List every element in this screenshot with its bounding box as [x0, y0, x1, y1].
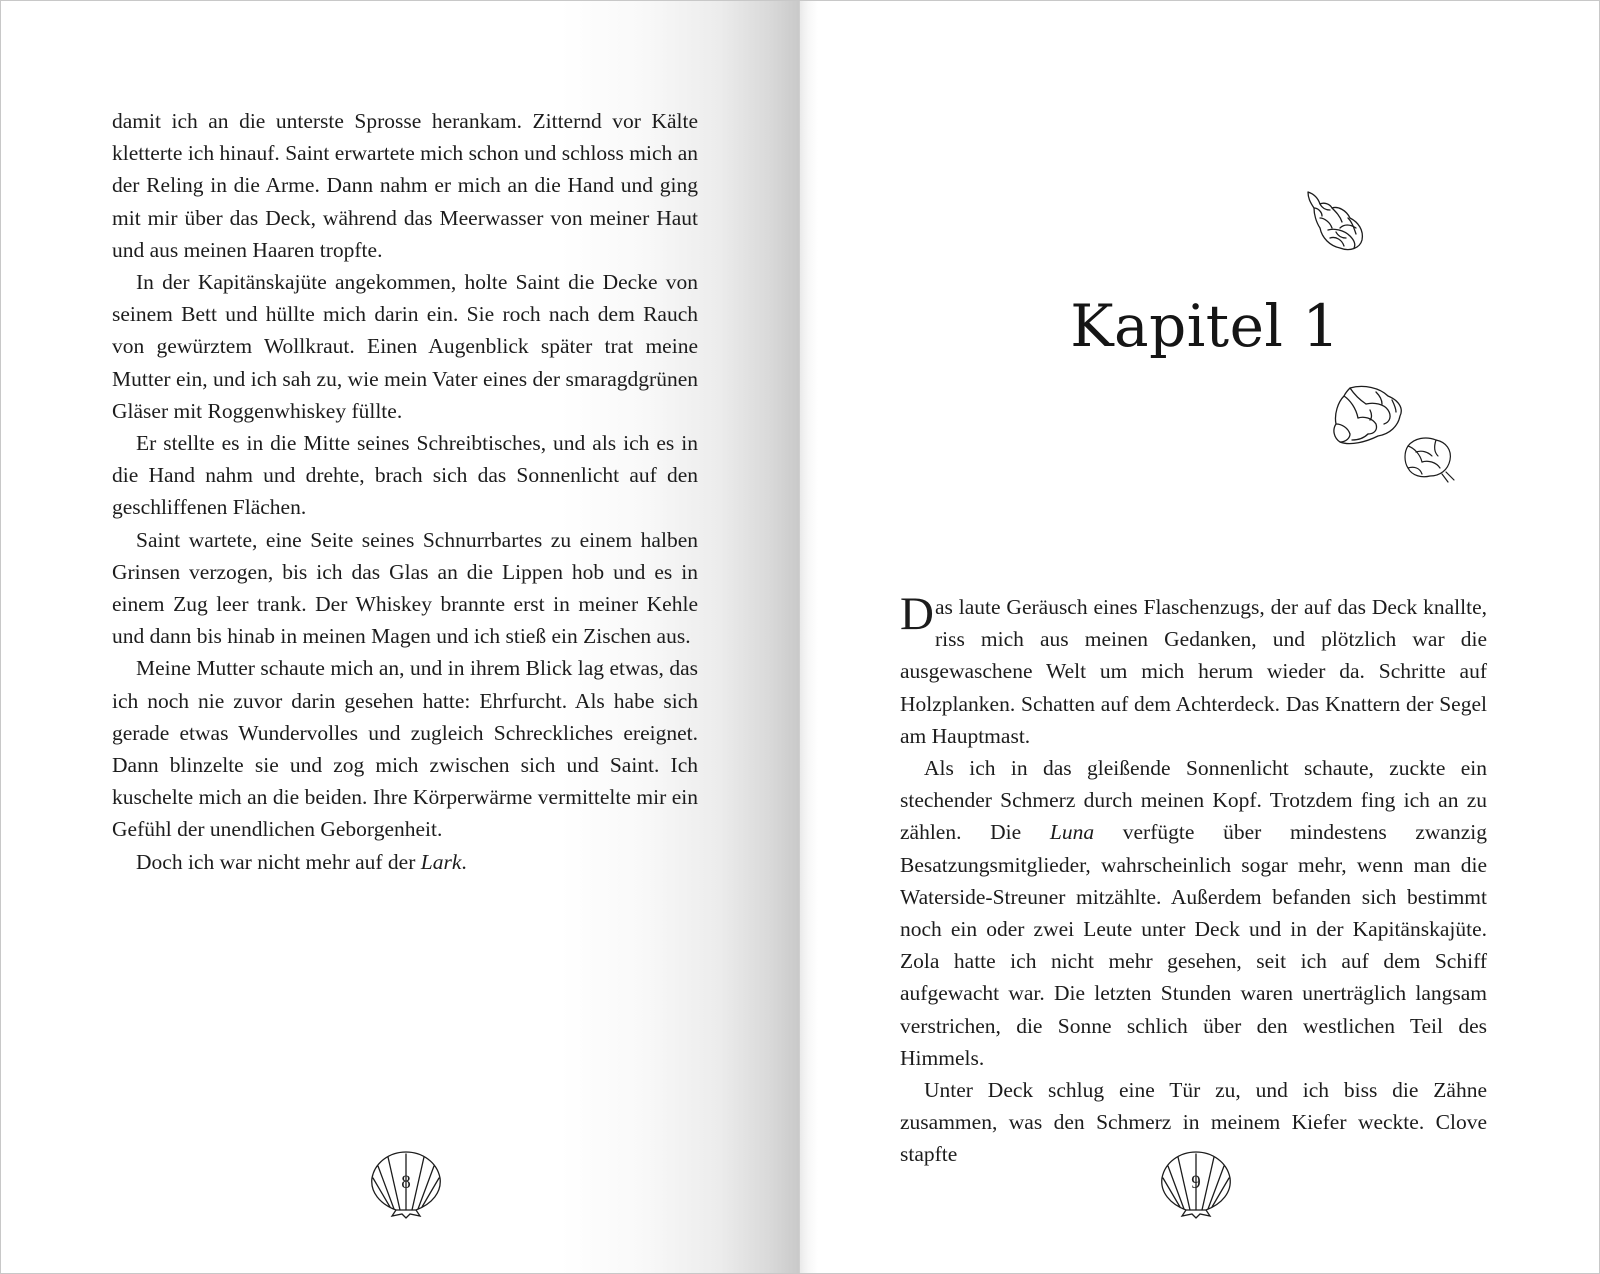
- right-paragraph-2-start: Als ich in das gleißende Sonnenlicht schaute, zuckte ein stechender Schmerz durch meinen Kopf. Trotzdem fing ich an zu zählen. Die: [900, 756, 1487, 845]
- left-paragraph-6-text: Doch ich war nicht mehr auf der: [136, 849, 421, 874]
- left-paragraph-2: In der Kapitänskajüte angekommen, holte Saint die Decke von seinem Bett und hüllte mich darin ein. Sie roch nach dem Rauch von gewürztem Wollkraut. Einen Augenblick später trat meine Mutter ein, und ich sah zu, wie mein Vater eines der smaragdgrünen Gläser mit Roggenwhiskey füllte.: [112, 270, 698, 423]
- right-paragraph-2-rest: verfügte über mindestens zwanzig Besatzungsmitglieder, wahrscheinlich sogar mehr, wenn man die Waterside-Streuner mitzählte. Außerdem befanden sich bestimmt noch ein oder zwei Leute unter Deck und in der Kapitänskajüte. Zola hatte ich nicht mehr gesehen, seit ich auf dem Schiff aufgewacht war. Die letzten Stunden waren unerträglich langsam verstrichen, die Sonne schlich über den westlichen Teil des Himmels.: [900, 820, 1487, 1070]
- right-paragraph-1: [900, 588, 1487, 752]
- page-number-right: [1156, 1148, 1236, 1220]
- drop-cap: D: [900, 588, 934, 640]
- right-paragraph-2: [900, 752, 1487, 1074]
- spiral-seashell-icon: [1300, 188, 1370, 258]
- page-number-9: 9: [1191, 1172, 1201, 1193]
- left-paragraph-5: Meine Mutter schaute mich an, und in ihrem Blick lag etwas, das ich noch nie zuvor darin gesehen hatte: Ehrfurcht. Als habe sich gerade etwas Wundervolles und zugleich Schreckliches ereignet. Dann blinzelte sie und zog mich zwischen sich und Saint. Ich kuschelte mich an die beiden. Ihre Körperwärme vermittelte mir ein Gefühl der unendlichen Geborgenheit.: [112, 656, 698, 842]
- left-paragraph-1: damit ich an die unterste Sprosse herankam. Zitternd vor Kälte kletterte ich hinauf. Saint erwartete mich schon und schloss mich an der Reling in die Arme. Dann nahm er mich an die Hand und ging mit mir über das Deck, während das Meerwasser von meiner Haut und aus meinen Haaren tropfte.: [112, 109, 698, 262]
- small-conch-shell-icon: [1402, 432, 1456, 484]
- chapter-title: Kapitel 1: [1070, 292, 1340, 360]
- ship-name-lark: Lark: [420, 849, 462, 874]
- right-page-text: [900, 588, 1487, 1171]
- left-paragraph-3: Er stellte es in die Mitte seines Schreibtisches, und als ich es in die Hand nahm und drehte, brach sich das Sonnenlicht auf den geschliffenen Flächen.: [112, 431, 698, 520]
- right-paragraph-1-text: as laute Geräusch eines Flaschenzugs, der auf das Deck knallte, riss mich aus meinen Gedanken, und plötzlich war die ausgewaschene Welt um mich herum wieder da. Schritte auf Holzplanken. Schatten auf dem Achterdeck. Das Knattern der Segel am Hauptmast.: [900, 595, 1487, 748]
- right-paragraph-3: Unter Deck schlug eine Tür zu, und ich biss die Zähne zusammen, was den Schmerz in meinem Kiefer weckte. Clove stapfte: [900, 1078, 1487, 1167]
- left-page-text: [112, 105, 698, 878]
- left-paragraph-6: [112, 846, 698, 878]
- left-paragraph-4: Saint wartete, eine Seite seines Schnurrbartes zu einem halben Grinsen verzogen, bis ich das Glas an die Lippen hob und es in einem Zug leer trank. Der Whiskey brannte erst in meiner Kehle und dann bis hinab in meinen Magen und ich stieß ein Zischen aus.: [112, 527, 698, 649]
- page-number-left: [366, 1148, 446, 1220]
- conch-shell-icon: [1330, 382, 1406, 452]
- ship-name-luna: Luna: [1049, 820, 1095, 845]
- left-paragraph-6-end: .: [461, 849, 467, 874]
- page-number-8: 8: [401, 1172, 411, 1193]
